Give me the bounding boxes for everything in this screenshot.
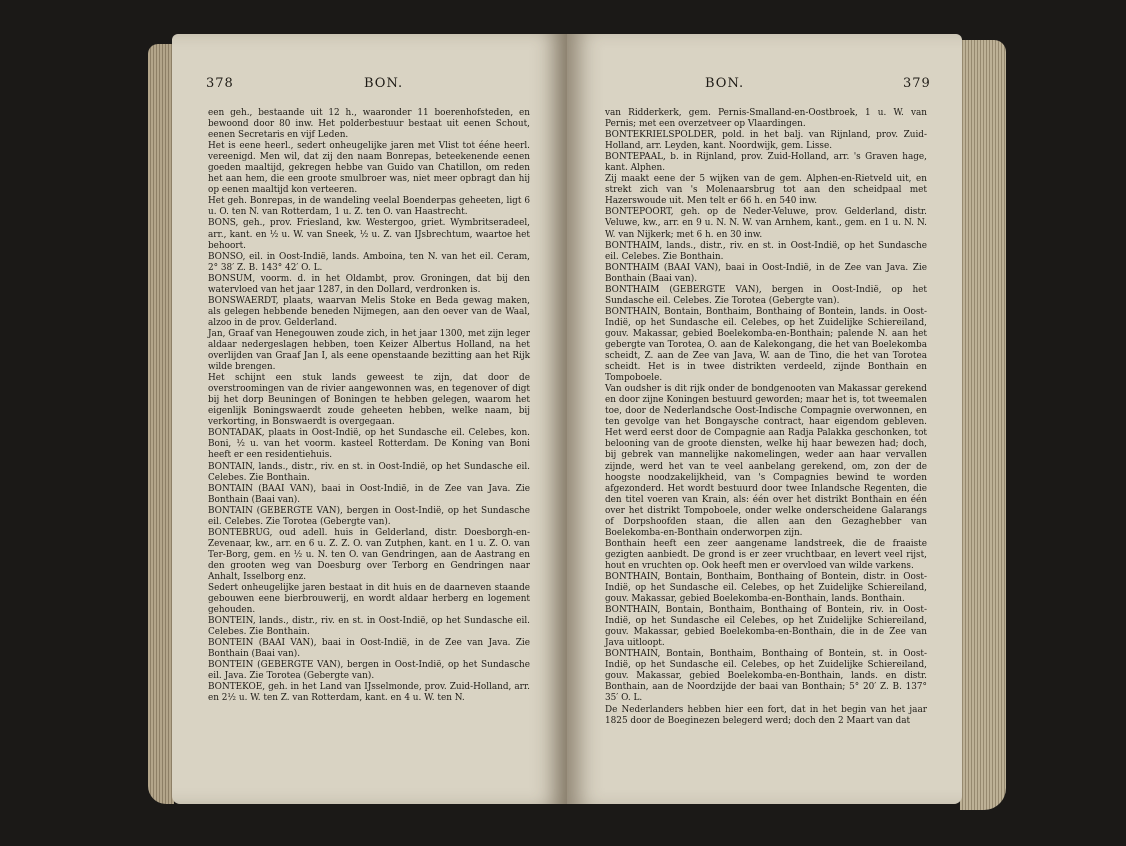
paragraph: BONTHAIN, Bontain, Bonthaim, Bonthaing of Bontein, st. in Oost-Indië, op het Sundasche eil. Celebes, op het Zuidelijke Schiereiland, gouv. Makassar, gebied Boelekomba-en-Bonthain, lands. en distr. Bonthain, aan de Noordzijde der baai van Bonthain; 5° 20′ Z. B. 137° 35′ O. L. [605, 649, 927, 704]
running-title: BON. [705, 76, 745, 91]
paragraph: BONTHAIM (GEBERGTE VAN), bergen in Oost-Indië, op het Sundasche eil. Celebes. Zie Torotea (Gebergte van). [605, 284, 927, 306]
paragraph: BONTAIN (BAAI VAN), baai in Oost-Indië, in de Zee van Java. Zie Bonthain (Baai van). [208, 483, 530, 505]
paragraph: BONTEBRUG, oud adell. huis in Gelderland, distr. Doesborgh-en-Zevenaar, kw., arr. en 6 u. Z. Z. O. van Zutphen, kant. en 1 u. Z. O. van Ter-Borg, gem. en ½ u. N. ten O. van Gendringen, aan de Aastrang en den grooten weg van Doesburg over Terborg en Gendringen naar Anhalt, Isselborg enz. [208, 527, 530, 582]
right-page [567, 34, 962, 804]
paragraph: BONTHAIM, lands., distr., riv. en st. in Oost-Indië, op het Sundasche eil. Celebes. Zie Bonthain. [605, 240, 927, 262]
paragraph: BONTEKRIELSPOLDER, pold. in het balj. van Rijnland, prov. Zuid-Holland, arr. Leyden, kant. Noordwijk, gem. Lisse. [605, 130, 927, 152]
paragraph: BONTADAK, plaats in Oost-Indië, op het Sundasche eil. Celebes, kon. Boni, ½ u. van het voorm. kasteel Rotterdam. De Koning van Boni heeft er een residentiehuis. [208, 428, 530, 461]
paragraph: BONSUM, voorm. d. in het Oldambt, prov. Groningen, dat bij den watervloed van het jaar 1287, in den Dollard, verdronken is. [208, 273, 530, 295]
paragraph: een geh., bestaande uit 12 h., waaronder 11 boerenhofsteden, en bewoond door 80 inw. Het polderbestuur bestaat uit eenen Schout, eenen Secretaris en vijf Leden. [208, 108, 530, 141]
paragraph: BONTEIN, lands., distr., riv. en st. in Oost-Indië, op het Sundasche eil. Celebes. Zie Bonthain. [208, 616, 530, 638]
paragraph: Het schijnt een stuk lands geweest te zijn, dat door de overstroomingen van de rivier aangewonnen was, en tegenover of digt bij het dorp Beuningen of Boningen te hebben gelegen, waarom het eigenlijk Boningswaerdt zoude geheeten hebben, welke naam, bij verkorting, in Bonswaerdt is overgegaan. [208, 373, 530, 428]
paragraph: BONTAIN (GEBERGTE VAN), bergen in Oost-Indië, op het Sundasche eil. Celebes. Zie Torotea (Gebergte van). [208, 505, 530, 527]
paragraph: BONTAIN, lands., distr., riv. en st. in Oost-Indië, op het Sundasche eil. Celebes. Zie Bonthain. [208, 461, 530, 483]
paragraph: Jan, Graaf van Henegouwen zoude zich, in het jaar 1300, met zijn leger aldaar nedergeslagen hebben, toen Keizer Albertus Holland, na het overlijden van Graaf Jan I, als eene openstaande bezitting aan het Rijk wilde brengen. [208, 328, 530, 373]
paragraph: van Ridderkerk, gem. Pernis-Smalland-en-Oostbroek, 1 u. W. van Pernis; met een overzetveer op Vlaardingen. [605, 108, 927, 130]
paragraph: BONSO, eil. in Oost-Indië, lands. Amboina, ten N. van het eil. Ceram, 2° 38′ Z. B. 143° 42′ O. L. [208, 251, 530, 273]
paragraph: BONTHAIM (BAAI VAN), baai in Oost-Indië, in de Zee van Java. Zie Bonthain (Baai van). [605, 262, 927, 284]
paragraph: BONS, geh., prov. Friesland, kw. Westergoo, griet. Wymbritseradeel, arr., kant. en ½ u. W. van Sneek, ½ u. Z. van IJsbrechtum, waartoe het behoort. [208, 218, 530, 251]
left-page-edges [148, 44, 174, 804]
paragraph: Bonthain heeft een zeer aangename landstreek, die de fraaiste gezigten aanbiedt. De grond is er zeer vruchtbaar, en levert veel rijst, hout en vruchten op. Ook heeft men er overvloed van wilde varkens. [605, 538, 927, 571]
paragraph: BONTHAIN, Bontain, Bonthaim, Bonthaing of Bontein, lands. in Oost-Indië, op het Sundasche eil. Celebes, op het Zuidelijke Schiereiland, gouv. Makassar, gebied Boelekomba-en-Bonthain; palende N. aan het gebergte van Torotea, O. aan de Kalekongang, die het van Boelekomba scheidt, Z. aan de Zee van Java, W. aan de Tino, die het van Torotea scheidt. Het is in twee distrikten verdeeld, zijnde Bonthain en Tompoboele. [605, 306, 927, 384]
paragraph: De Nederlanders hebben hier een fort, dat in het begin van het jaar 1825 door de Boeginezen belegerd werd; doch den 2 Maart van dat [605, 704, 927, 726]
paragraph: BONTHAIN, Bontain, Bonthaim, Bonthaing of Bontein, distr. in Oost-Indië, op het Sundasche eil. Celebes, op het Zuidelijke Schiereiland, gouv. Makassar, gebied Boelekomba-en-Bonthain, lands. Bonthain. [605, 571, 927, 605]
paragraph: Sedert onheugelijke jaren bestaat in dit huis en de daarneven staande gebouwen eene bierbrouwerij, en wordt aldaar herberg en logement gehouden. [208, 583, 530, 616]
paragraph: BONTEIN (GEBERGTE VAN), bergen in Oost-Indië, op het Sundasche eil. Java. Zie Torotea (Gebergte van). [208, 660, 530, 682]
page-number: 379 [903, 76, 931, 91]
paragraph: BONSWAERDT, plaats, waarvan Melis Stoke en Beda gewag maken, als gelegen hebbende beneden Nijmegen, aan den oever van de Waal, alzoo in de prov. Gelderland. [208, 295, 530, 328]
right-page-text [605, 108, 927, 727]
paragraph: Van oudsher is dit rijk onder de bondgenooten van Makassar gerekend en door zijne Koningen bestuurd geworden; maar het is, tot tweemalen toe, door de Nederlandsche Oost-Indische Compagnie overwonnen, en ten gevolge van het Bongaysche contract, haar eigendom gebleven. Het werd eerst door de Compagnie aan Radja Palakka geschonken, tot belooning van de groote diensten, welke hij haar bewezen had; doch, bij gebrek van mannelijke nakomelingen, weder aan haar vervallen zijnde, werd het van te veel aanbelang gerekend, om, zon der de hoogste noodzakelijkheid, van 's Compagnies bewind te worden afgezonderd. Het wordt bestuurd door twee Inlandsche Regenten, die den titel voeren van Krain, als: één over het distrikt Bonthain en één over het distrikt Tompoboele, onder welke onderscheidene Galarangs of Dorpshoofden staan, die allen aan den Gezaghebber van Boelekomba-en-Bonthain onderworpen zijn. [605, 384, 927, 538]
paragraph: BONTEPAAL, b. in Rijnland, prov. Zuid-Holland, arr. 's Graven hage, kant. Alphen. [605, 152, 927, 174]
running-title: BON. [364, 76, 404, 91]
paragraph: Het geh. Bonrepas, in de wandeling veelal Boenderpas geheeten, ligt 6 u. O. ten N. van Rotterdam, 1 u. Z. ten O. van Haastrecht. [208, 196, 530, 218]
paragraph: BONTEPOORT, geh. op de Neder-Veluwe, prov. Gelderland, distr. Veluwe, kw., arr. en 9 u. N. N. W. van Arnhem, kant., gem. en 1 u. N. N. W. van Nijkerk; met 6 h. en 30 inw. [605, 207, 927, 240]
paragraph: BONTEKOE, geh. in het Land van IJsselmonde, prov. Zuid-Holland, arr. en 2½ u. W. ten Z. van Rotterdam, kant. en 4 u. W. ten N. [208, 682, 530, 704]
page-number: 378 [206, 76, 234, 91]
paragraph: Zij maakt eene der 5 wijken van de gem. Alphen-en-Rietveld uit, en strekt zich van 's Molenaarsbrug tot aan den scheidpaal met Hazerswoude uit. Men telt er 66 h. en 540 inw. [605, 174, 927, 207]
left-page-text [208, 108, 530, 705]
left-page [172, 34, 567, 804]
paragraph: BONTHAIN, Bontain, Bonthaim, Bonthaing of Bontein, riv. in Oost-Indië, op het Sundasche eil Celebes, op het Zuidelijke Schiereiland, gouv. Makassar, gebied Boelekomba-en-Bonthain, die in de Zee van Java uitloopt. [605, 605, 927, 649]
paragraph: Het is eene heerl., sedert onheugelijke jaren met Vlist tot ééne heerl. vereenigd. Men wil, dat zij den naam Bonrepas, beteekenende eenen goeden maaltijd, gekregen hebbe van Guido van Chatillon, om reden het aan hem, die een groote smulbroer was, niet meer opbragt dan hij op eenen maaltijd kon verteeren. [208, 141, 530, 196]
right-page-edges [960, 40, 1006, 810]
paragraph: BONTEIN (BAAI VAN), baai in Oost-Indië, in de Zee van Java. Zie Bonthain (Baai van). [208, 638, 530, 660]
